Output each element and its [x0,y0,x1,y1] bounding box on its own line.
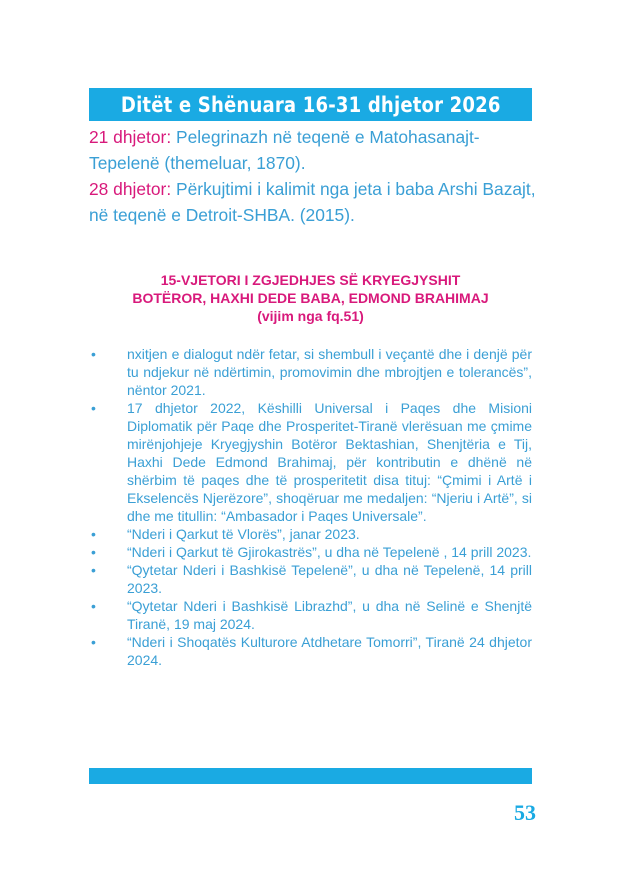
date-entry [89,176,539,228]
bullet-icon: • [91,544,96,560]
list-item [89,345,532,399]
bullet-icon: • [91,562,96,578]
header-bar [89,88,532,121]
date-text: Përkujtimi i kalimit nga jeta i baba Arshi Bazajt, në teqenë e Detroit-SHBA. (2015). [89,179,536,225]
list-item [89,525,532,543]
page-title: Ditët e Shënuara 16-31 dhjetor 2026 [120,92,501,117]
list-item-text: “Qytetar Nderi i Bashkisë Tepelenë”, u dha në Tepelenë, 14 prill 2023. [127,562,532,596]
bullet-icon: • [91,634,96,650]
section-title-line: BOTËROR, HAXHI DEDE BABA, EDMOND BRAHIMAJ [132,290,489,306]
bullet-icon: • [91,598,96,614]
list-item [89,633,532,669]
bullet-icon: • [91,526,96,542]
section-subtitle: (vijim nga fq.51) [257,308,364,324]
list-item [89,399,532,525]
list-item [89,561,532,597]
list-item-text: “Nderi i Qarkut të Vlorës”, janar 2023. [127,526,360,542]
list-item-text: “Nderi i Qarkut të Gjirokastrës”, u dha në Tepelenë , 14 prill 2023. [127,544,532,560]
footer-bar [89,768,532,784]
list-item [89,597,532,633]
section-title-line: 15-VJETORI I ZGJEDHJES SË KRYEGJYSHIT [160,272,461,288]
bullet-icon: • [91,346,96,362]
date-text: Pelegrinazh në teqenë e Matohasanajt-Tepelenë (themeluar, 1870). [89,127,480,173]
list-item-text: “Nderi i Shoqatës Kulturore Atdhetare Tomorri”, Tiranë 24 dhjetor 2024. [127,634,532,668]
list-item-text: 17 dhjetor 2022, Këshilli Universal i Paqes dhe Misioni Diplomatik për Paqe dhe Prosperitet-Tiranë vlerësuan me çmime mirënjohjeje Kryegjyshin Botëror Bektashian, Shenjtëria e Tij, Haxhi Dede Edmond Brahimaj, për kontributin e dhënë në shërbim të paqes dhe të prosperitetit disa tituj: “Çmimi i Artë i Ekselencës Njerëzore”, shoqëruar me medaljen: “Njeriu i Artë”, si dhe me titullin: “Ambasador i Paqes Universale”. [127,400,532,524]
date-label: 28 dhjetor: [89,179,172,199]
awards-list [89,345,532,669]
date-label: 21 dhjetor: [89,127,172,147]
list-item-text: nxitjen e dialogut ndër fetar, si shembull i veçantë dhe i denjë për tu ndjekur në ndërtimin, promovimin dhe mbrojtjen e tolerancës”, nëntor 2021. [127,346,532,398]
list-item [89,543,532,561]
date-entry [89,124,539,176]
list-item-text: “Qytetar Nderi i Bashkisë Librazhd”, u dha në Selinë e Shenjtë Tiranë, 19 maj 2024. [127,598,532,632]
dates-list [89,124,539,228]
page-number: 53 [514,800,536,825]
bullet-icon: • [91,400,96,416]
section-title [89,271,532,325]
